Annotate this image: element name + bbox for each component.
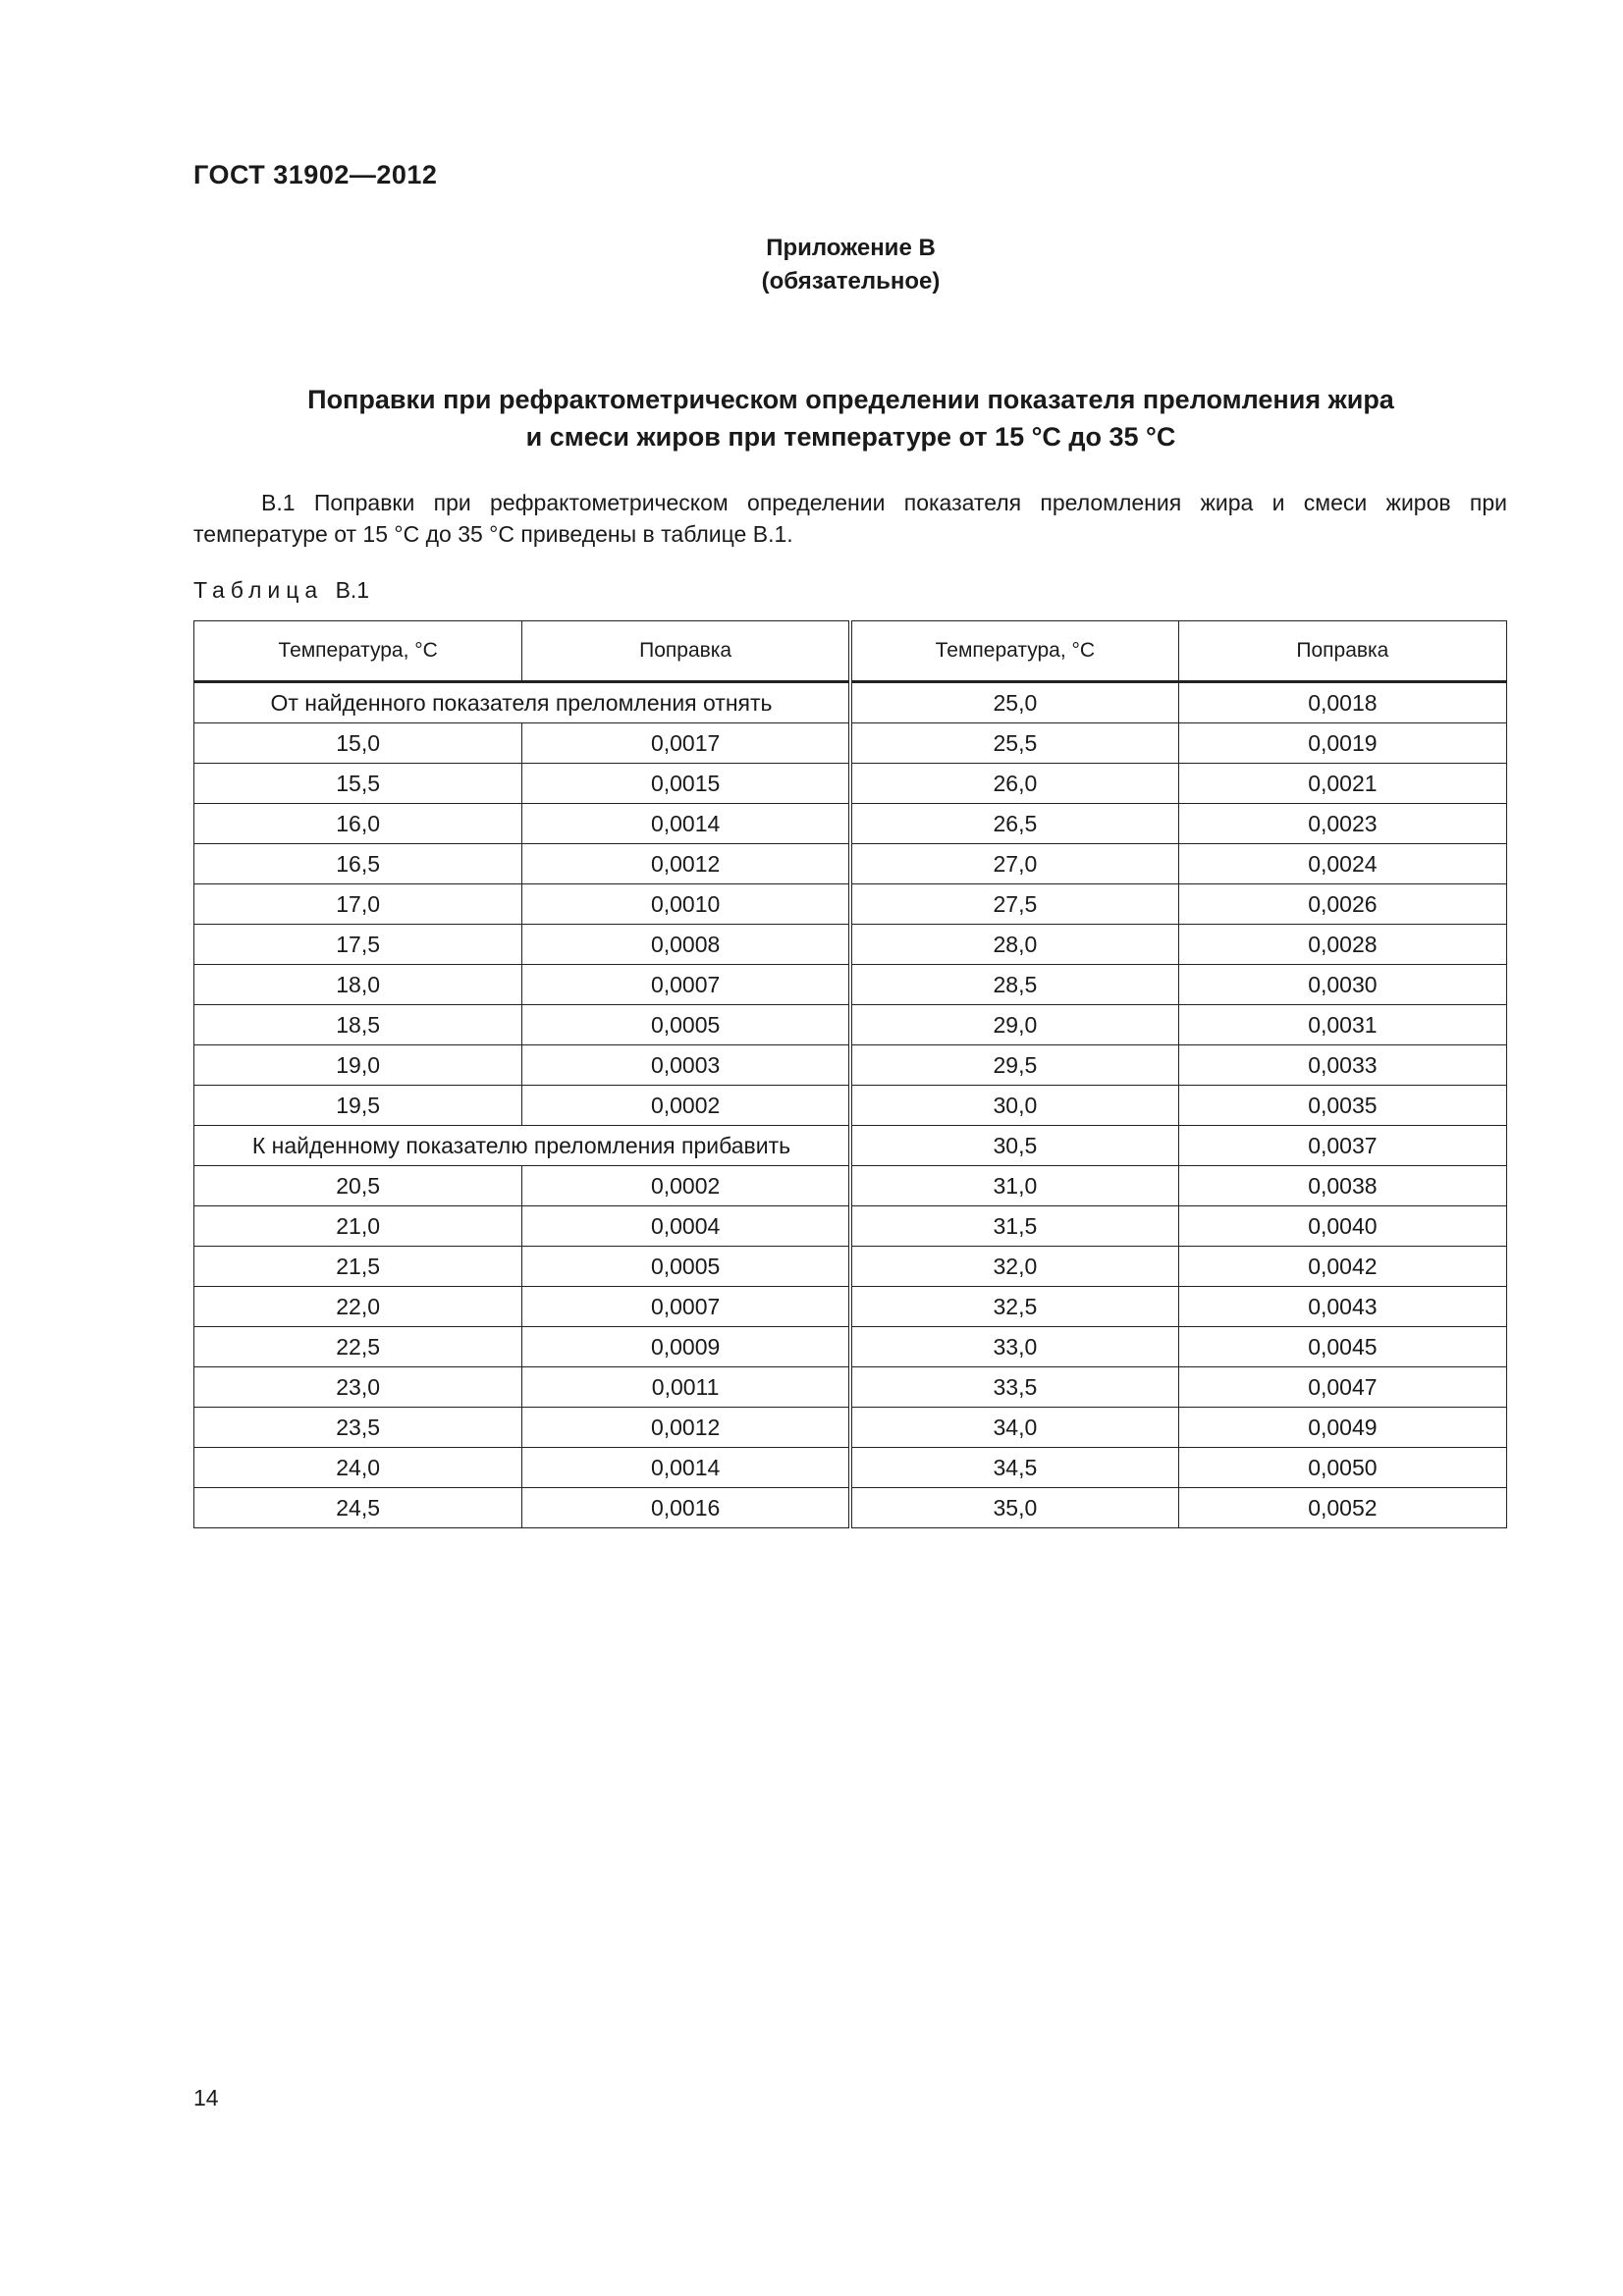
correction-cell: 0,0007	[522, 965, 850, 1005]
temperature-cell: 17,0	[194, 884, 522, 925]
correction-cell: 0,0031	[1178, 1005, 1506, 1045]
correction-cell: 0,0028	[1178, 925, 1506, 965]
section-title-line-1: Поправки при рефрактометрическом определении показателя преломления жира	[307, 385, 1394, 414]
correction-cell: 0,0012	[522, 844, 850, 884]
section-title-line-2: и смеси жиров при температуре от 15 °С до 35 °С	[525, 422, 1176, 452]
temperature-cell: 20,5	[194, 1166, 522, 1206]
temperature-cell: 29,0	[850, 1005, 1178, 1045]
table-row	[194, 1247, 1507, 1287]
temperature-cell: 27,0	[850, 844, 1178, 884]
correction-cell: 0,0023	[1178, 804, 1506, 844]
group-label-cell: К найденному показателю преломления прибавить	[194, 1126, 850, 1166]
correction-cell: 0,0002	[522, 1086, 850, 1126]
section-title	[0, 381, 1623, 455]
temperature-cell: 28,0	[850, 925, 1178, 965]
table-row	[194, 1287, 1507, 1327]
table-row	[194, 925, 1507, 965]
temperature-cell: 25,0	[850, 682, 1178, 723]
temperature-cell: 21,5	[194, 1247, 522, 1287]
correction-cell: 0,0026	[1178, 884, 1506, 925]
table-row	[194, 682, 1507, 723]
table-caption	[193, 577, 369, 604]
temperature-cell: 31,0	[850, 1166, 1178, 1206]
temperature-cell: 24,5	[194, 1488, 522, 1528]
temperature-cell: 17,5	[194, 925, 522, 965]
table-row	[194, 1448, 1507, 1488]
correction-cell: 0,0002	[522, 1166, 850, 1206]
correction-cell: 0,0038	[1178, 1166, 1506, 1206]
correction-cell: 0,0014	[522, 1448, 850, 1488]
header-temperature-2: Температура, °С	[850, 621, 1178, 682]
correction-cell: 0,0045	[1178, 1327, 1506, 1367]
table-row	[194, 1126, 1507, 1166]
document-code: ГОСТ 31902—2012	[193, 160, 438, 189]
temperature-cell: 28,5	[850, 965, 1178, 1005]
table-caption-word: Таблица	[193, 577, 324, 603]
table-row	[194, 764, 1507, 804]
temperature-cell: 23,5	[194, 1408, 522, 1448]
correction-cell: 0,0024	[1178, 844, 1506, 884]
correction-cell: 0,0017	[522, 723, 850, 764]
correction-cell: 0,0033	[1178, 1045, 1506, 1086]
temperature-cell: 23,0	[194, 1367, 522, 1408]
table-row	[194, 1005, 1507, 1045]
table-row	[194, 1488, 1507, 1528]
paragraph-line-1: В.1 Поправки при рефрактометрическом определении показателя преломления жира и смеси жиров при	[261, 490, 1507, 515]
table-row	[194, 1206, 1507, 1247]
temperature-cell: 32,0	[850, 1247, 1178, 1287]
correction-cell: 0,0043	[1178, 1287, 1506, 1327]
correction-cell: 0,0003	[522, 1045, 850, 1086]
header-temperature-1: Температура, °С	[194, 621, 522, 682]
correction-cell: 0,0019	[1178, 723, 1506, 764]
table-row	[194, 723, 1507, 764]
temperature-cell: 21,0	[194, 1206, 522, 1247]
correction-cell: 0,0012	[522, 1408, 850, 1448]
table-row	[194, 1327, 1507, 1367]
appendix-heading	[0, 232, 1623, 298]
table-row	[194, 1408, 1507, 1448]
correction-cell: 0,0010	[522, 884, 850, 925]
header-correction-2: Поправка	[1178, 621, 1506, 682]
correction-cell: 0,0007	[522, 1287, 850, 1327]
group-label-cell: От найденного показателя преломления отнять	[194, 682, 850, 723]
correction-cell: 0,0030	[1178, 965, 1506, 1005]
temperature-cell: 30,0	[850, 1086, 1178, 1126]
temperature-cell: 34,5	[850, 1448, 1178, 1488]
temperature-cell: 18,0	[194, 965, 522, 1005]
table-row	[194, 1045, 1507, 1086]
correction-cell: 0,0049	[1178, 1408, 1506, 1448]
correction-cell: 0,0042	[1178, 1247, 1506, 1287]
correction-cell: 0,0014	[522, 804, 850, 844]
temperature-cell: 30,5	[850, 1126, 1178, 1166]
temperature-cell: 16,0	[194, 804, 522, 844]
table-row	[194, 1086, 1507, 1126]
correction-cell: 0,0015	[522, 764, 850, 804]
correction-cell: 0,0005	[522, 1247, 850, 1287]
temperature-cell: 31,5	[850, 1206, 1178, 1247]
temperature-cell: 33,5	[850, 1367, 1178, 1408]
temperature-cell: 32,5	[850, 1287, 1178, 1327]
correction-cell: 0,0037	[1178, 1126, 1506, 1166]
correction-cell: 0,0040	[1178, 1206, 1506, 1247]
temperature-cell: 16,5	[194, 844, 522, 884]
page-number: 14	[193, 2085, 219, 2110]
temperature-cell: 29,5	[850, 1045, 1178, 1086]
temperature-cell: 18,5	[194, 1005, 522, 1045]
paragraph-line-2: температуре от 15 °С до 35 °С приведены в таблице В.1.	[193, 521, 793, 547]
correction-cell: 0,0011	[522, 1367, 850, 1408]
correction-cell: 0,0050	[1178, 1448, 1506, 1488]
table-row	[194, 884, 1507, 925]
correction-cell: 0,0021	[1178, 764, 1506, 804]
temperature-cell: 27,5	[850, 884, 1178, 925]
correction-cell: 0,0052	[1178, 1488, 1506, 1528]
correction-cell: 0,0035	[1178, 1086, 1506, 1126]
temperature-cell: 24,0	[194, 1448, 522, 1488]
appendix-title: Приложение В	[766, 235, 936, 261]
correction-cell: 0,0004	[522, 1206, 850, 1247]
table-row	[194, 1166, 1507, 1206]
correction-cell: 0,0009	[522, 1327, 850, 1367]
temperature-cell: 19,0	[194, 1045, 522, 1086]
temperature-cell: 25,5	[850, 723, 1178, 764]
temperature-cell: 22,5	[194, 1327, 522, 1367]
appendix-status: (обязательное)	[761, 268, 941, 294]
temperature-cell: 35,0	[850, 1488, 1178, 1528]
table-row	[194, 965, 1507, 1005]
temperature-cell: 19,5	[194, 1086, 522, 1126]
temperature-cell: 33,0	[850, 1327, 1178, 1367]
header-correction-1: Поправка	[522, 621, 850, 682]
table-caption-number: В.1	[335, 577, 370, 603]
table-row	[194, 804, 1507, 844]
temperature-cell: 15,5	[194, 764, 522, 804]
temperature-cell: 34,0	[850, 1408, 1178, 1448]
table-header-row	[194, 621, 1507, 682]
correction-cell: 0,0008	[522, 925, 850, 965]
corrections-table	[193, 620, 1507, 1528]
table-row	[194, 1367, 1507, 1408]
table-row	[194, 844, 1507, 884]
correction-cell: 0,0018	[1178, 682, 1506, 723]
correction-cell: 0,0016	[522, 1488, 850, 1528]
temperature-cell: 26,5	[850, 804, 1178, 844]
temperature-cell: 22,0	[194, 1287, 522, 1327]
temperature-cell: 26,0	[850, 764, 1178, 804]
temperature-cell: 15,0	[194, 723, 522, 764]
correction-cell: 0,0005	[522, 1005, 850, 1045]
correction-cell: 0,0047	[1178, 1367, 1506, 1408]
paragraph-b1	[193, 487, 1507, 550]
